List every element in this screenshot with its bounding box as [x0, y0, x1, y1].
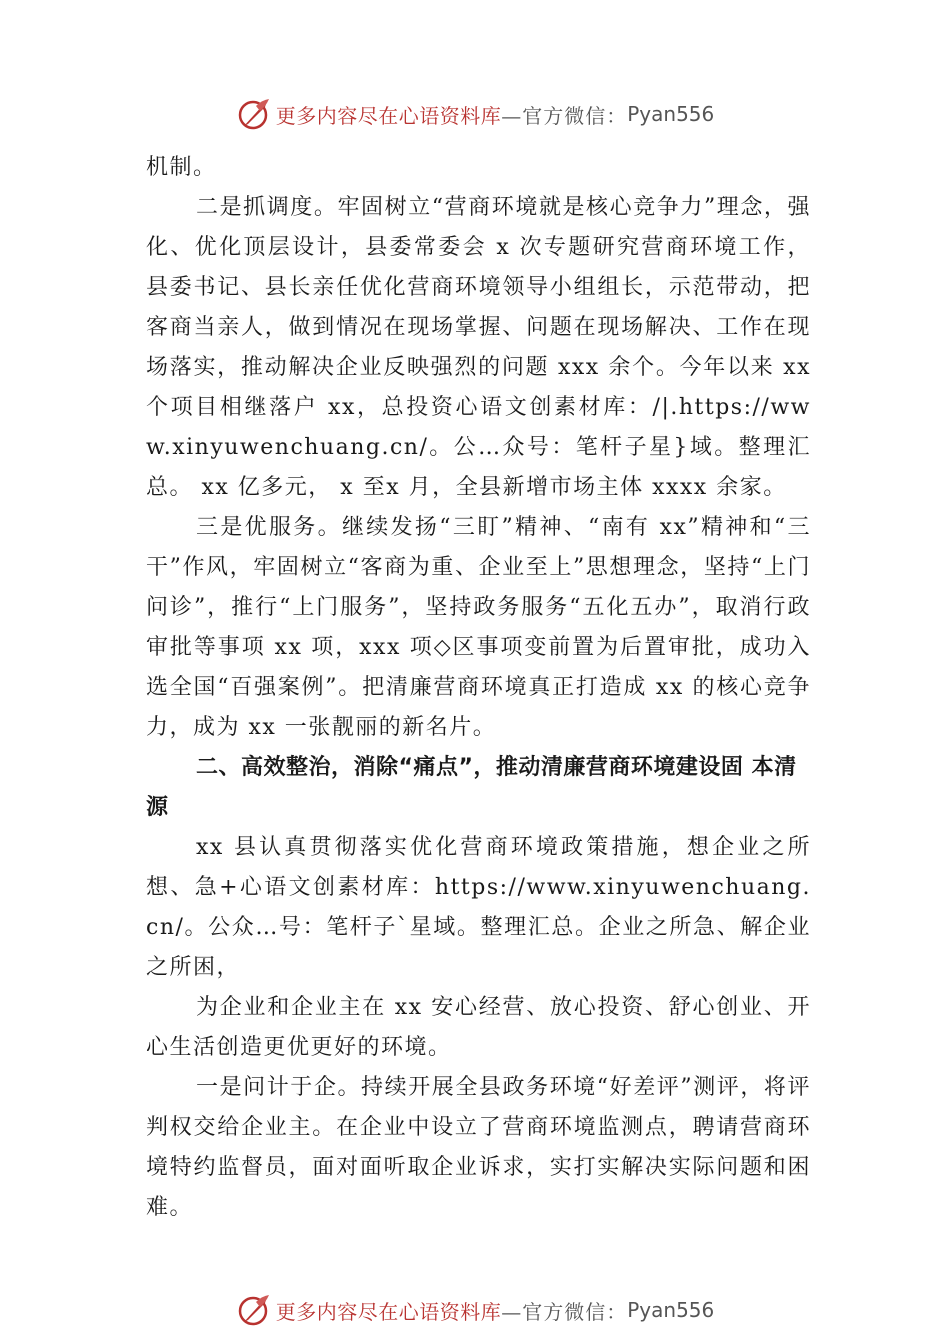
document-body — [146, 148, 811, 1228]
header-watermark — [0, 92, 950, 136]
quill-logo-icon — [236, 96, 272, 132]
body-paragraph: 三是优服务。继续发扬“三盯”精神、“南有 xx”精神和“三干”作风，牢固树立“客商为重、企业至上”思想理念，坚持“上门问诊”，推行“上门服务”，坚持政务服务“五化五办”，取消行政审批等事项 xx 项，xxx 项◇区事项变前置为后置审批，成功入选全国“百强案例”。把清廉营商环境真正打造成 xx 的核心竞争力，成为 xx 一张靓丽的新名片。 — [146, 515, 811, 740]
section-heading: 二、高效整治，消除“痛点”，推动清廉营商环境建设固 本清源 — [146, 755, 797, 820]
body-paragraph: xx 县认真贯彻落实优化营商环境政策措施，想企业之所想、急+心语文创素材库：https://www.xinyuwenchuang.cn/。公众…号：笔杆子`星域。整理汇总。企业之所急、解企业之所困， — [146, 835, 811, 980]
body-paragraph: 一是问计于企。持续开展全县政务环境“好差评”测评，将评判权交给企业主。在企业中设立了营商环境监测点，聘请营商环境特约监督员，面对面听取企业诉求，实打实解决实际问题和困难。 — [146, 1075, 811, 1220]
banner-lead-text: 更多内容尽在心语资料库 — [275, 103, 502, 128]
footer-watermark — [0, 1288, 950, 1332]
body-paragraph: 二是抓调度。牢固树立“营商环境就是核心竞争力”理念，强化、优化顶层设计，县委常委会 x 次专题研究营商环境工作，县委书记、县长亲任优化营商环境领导小组组长，示范带动，把客商当亲人，做到情况在现场掌握、问题在现场解决、工作在现场落实，推动解决企业反映强烈的问题 xxx 余个。今年以来 xx 个项目相继落户 xx，总投资心语文创素材库：/|.https://www.xinyuwenchuang.cn/。公…众号：笔杆子星}域。整理汇总。 xx 亿多元， x 至x 月，全县新增市场主体 xxxx 余家。 — [146, 195, 811, 500]
body-paragraph: 机制。 — [146, 155, 217, 180]
body-paragraph: 为企业和企业主在 xx 安心经营、放心投资、舒心创业、开心生活创造更优更好的环境。 — [146, 995, 811, 1060]
banner-handle-text: Pyan556 — [627, 102, 715, 126]
banner-tail-text: —官方微信： — [501, 1299, 628, 1324]
banner-tail-text: —官方微信： — [501, 103, 628, 128]
banner-handle-text: Pyan556 — [627, 1298, 715, 1322]
quill-logo-icon — [236, 1292, 272, 1328]
banner-lead-text: 更多内容尽在心语资料库 — [275, 1299, 502, 1324]
